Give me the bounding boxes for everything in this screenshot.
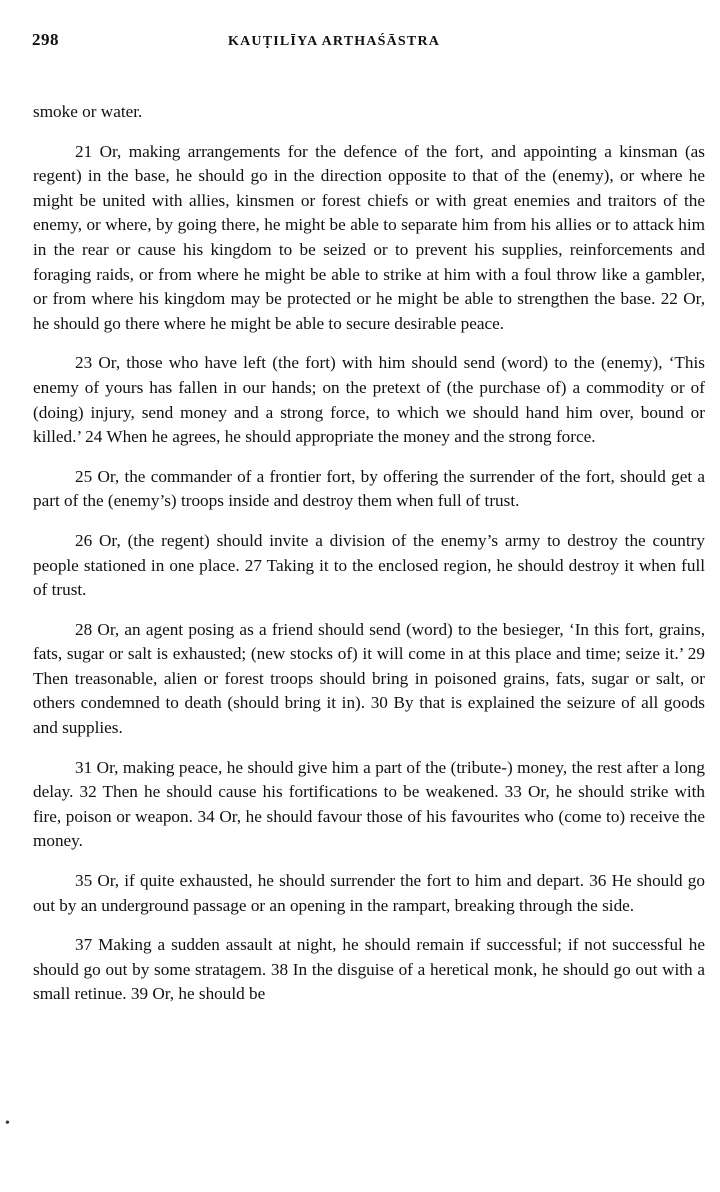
page-header <box>30 30 690 56</box>
paragraph-25: 25 Or, the commander of a frontier fort, by offering the surrender of the fort, should get a part of the (enemy’s) troops inside and destroy them when full of trust. <box>33 466 705 511</box>
running-title: KAUṬILĪYA ARTHAŚĀSTRA <box>228 34 441 49</box>
paragraph-28: 28 Or, an agent posing as a friend should send (word) to the besieger, ‘In this fort, grains, fats, sugar or salt is exhausted; (new stocks of) it will come in at this place and time; seize it.’ 29 Then treasonable, alien or forest troops should bring in poisoned grains, fats, sugar or salt, or others condemned to death (should bring it in). 30 By that is explained the seizure of all goods and supplies. <box>33 619 705 738</box>
page-number: 298 <box>32 30 59 49</box>
paragraph-23: 23 Or, those who have left (the fort) with him should send (word) to the (enemy), ‘This enemy of yours has fallen in our hands; on the pretext of (the purchase of) a commodity or of (doing) injury, send money and a strong force, to which we should hand him over, bound or killed.’ 24 When he agrees, he should appropriate the money and the strong force. <box>33 353 705 447</box>
paragraph-26: 26 Or, (the regent) should invite a division of the enemy’s army to destroy the country people stationed in one place. 27 Taking it to the enclosed region, he should destroy it when full of trust. <box>33 530 705 600</box>
paragraph-35: 35 Or, if quite exhausted, he should surrender the fort to him and depart. 36 He should go out by an underground passage or an opening in the rampart, breaking through the side. <box>33 871 705 915</box>
paragraph-21: 21 Or, making arrangements for the defence of the fort, and appointing a kinsman (as regent) in the base, he should go in the direction opposite to that of the (enemy), or where he might be united with allies, kinsmen or forest chiefs or with great enemies and traitors of the enemy, or where, by going there, he might be able to separate him from his allies or to attack him in the rear or cause his kingdom to be seized or to prevent his supplies, reinforcements and foraging raids, or from where he might be able to strike at him with a foul throw like a gambler, or from where his kingdom may be protected or he might be able to strengthen the base. 22 Or, he should go there where he might be able to secure desirable peace. <box>33 141 705 333</box>
paragraph-continued: smoke or water. <box>33 102 143 121</box>
paragraph-37: 37 Making a sudden assault at night, he should remain if successful; if not successful he should go out by some stratagem. 38 In the disguise of a heretical monk, he should go out with a small retinue. 39 Or, he should be <box>33 935 705 1004</box>
body-text <box>33 100 705 1007</box>
paragraph-31: 31 Or, making peace, he should give him a part of the (tribute-) money, the rest after a long delay. 32 Then he should cause his fortifications to be weakened. 33 Or, he should strike with fire, poison or weapon. 34 Or, he should favour those of his favourites who (come to) receive the money. <box>33 757 705 851</box>
margin-mark: • <box>5 1116 10 1131</box>
